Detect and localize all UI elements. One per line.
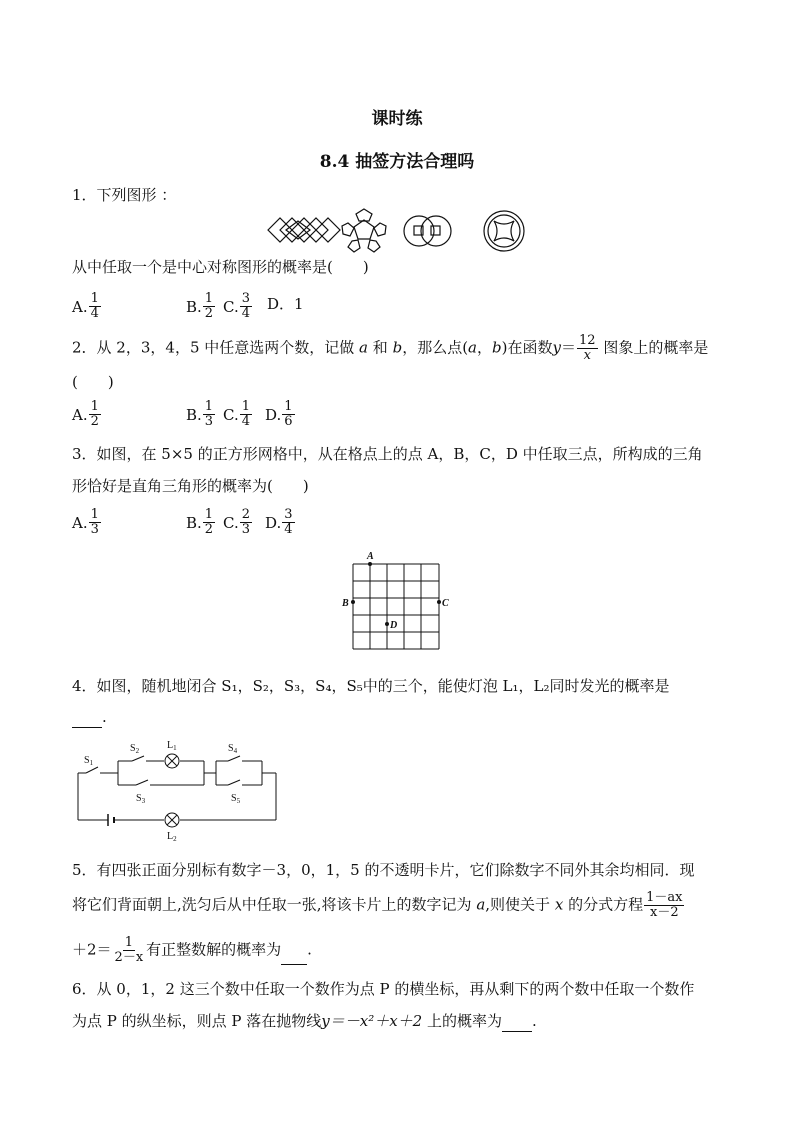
q3-line1: 3．如图，在 5×5 的正方形网格中，从在格点上的点 A，B，C，D 中任取三点，所构成的三角: [72, 445, 703, 463]
q1-question: 从中任取一个是中心对称图形的概率是( ): [72, 258, 369, 276]
q2-option-a: A. $\frac{1}{2}$: [72, 399, 99, 429]
q3-option-c: C. $\frac{2}{3}$: [223, 507, 250, 537]
label-s5: $S_5$: [231, 793, 241, 805]
label-l1: $L_1$: [167, 740, 177, 752]
point-d: [385, 622, 389, 626]
q1-option-a: A. $\frac{1}{4}$: [72, 291, 99, 321]
q5-answer-blank: [281, 950, 307, 965]
q3-grid-figure: [338, 548, 458, 660]
q1-option-c: C. $\frac{3}{4}$: [223, 291, 250, 321]
q4-line1: 4．如图，随机地闭合 S₁，S₂，S₃，S₄，S₅中的三个，能使灯泡 L₁，L₂同时发光的概率是: [72, 677, 670, 695]
q1-option-d: D．1: [267, 295, 304, 313]
q3-option-a: A. $\frac{1}{3}$: [72, 507, 99, 537]
q3-line2: 形恰好是直角三角形的概率为( ): [72, 477, 309, 495]
q4-answer-blank: [72, 713, 102, 728]
q1-figures: [264, 207, 534, 253]
q5-line2: 将它们背面朝上,洗匀后从中任取一张,将该卡片上的数字记为 a,则使关于 x 的分式方程 $\frac{1-ax}{x-2}$: [72, 890, 683, 920]
label-s3: $S_3$: [136, 793, 146, 805]
label-a: A: [367, 551, 374, 562]
point-a: [368, 562, 372, 566]
q2-paren: ( ): [72, 373, 114, 391]
q2-option-d: D. $\frac{1}{6}$: [265, 399, 293, 429]
q1-option-b: B. $\frac{1}{2}$: [186, 291, 214, 321]
q3-option-d: D. $\frac{3}{4}$: [265, 507, 293, 537]
label-s4: $S_4$: [228, 743, 238, 755]
q5-line1: 5．有四张正面分别标有数字－3，0，1，5 的不透明卡片，它们除数字不同外其余均相同．现: [72, 861, 695, 879]
q6-answer-blank: [502, 1017, 532, 1032]
label-c: C: [442, 598, 449, 609]
page-title: 课时练: [371, 109, 423, 129]
q3-option-b: B. $\frac{1}{2}$: [186, 507, 214, 537]
q2-option-c: C. $\frac{1}{4}$: [223, 399, 250, 429]
point-c: [437, 600, 441, 604]
page-subtitle: 8.4 抽签方法合理吗: [319, 152, 475, 172]
q2-line1: 2．从 2，3，4，5 中任意选两个数，记做 a 和 b，那么点(a，b)在函数y＝ $\frac{12}{x}$ 图象上的概率是: [72, 333, 709, 363]
label-s2: $S_2$: [130, 743, 140, 755]
label-l2: $L_2$: [167, 831, 177, 843]
figure-diamond-knot: [268, 218, 340, 242]
figure-two-circles: [404, 216, 451, 246]
point-b: [351, 600, 355, 604]
label-d: D: [390, 620, 398, 631]
q6-line2: 为点 P 的纵坐标，则点 P 落在抛物线y＝－x²＋x＋2 上的概率为 .: [72, 1012, 537, 1030]
label-b: B: [342, 598, 349, 609]
q5-line3: ＋2＝ $\frac{1}{2-x}$ 有正整数解的概率为 .: [72, 935, 312, 965]
q1-stem: 1．下列图形 ：: [72, 186, 177, 204]
figure-pentagons: [342, 209, 386, 252]
q4-circuit-figure: [70, 735, 290, 847]
q4-line2: .: [72, 706, 107, 728]
q6-line1: 6．从 0，1，2 这三个数中任取一个数作为点 P 的横坐标，再从剩下的两个数中任取一个数作: [72, 980, 695, 998]
label-s1: $S_1$: [84, 755, 94, 767]
figure-coin: [484, 211, 524, 251]
q2-option-b: B. $\frac{1}{3}$: [186, 399, 214, 429]
